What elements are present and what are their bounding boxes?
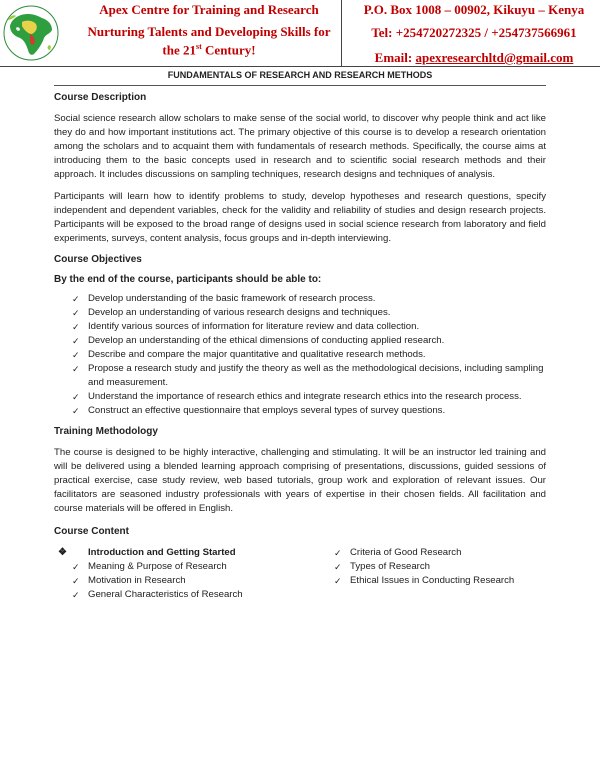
course-content-columns [54, 546, 546, 602]
postal-address: P.O. Box 1008 – 00902, Kikuyu – Kenya [363, 2, 585, 17]
course-description-paragraph-2: Participants will learn how to identify problems to study, develop hypotheses and research questions, specify independent and dependent variables, check for the validity and reliability of studies and design research projects. Participants will be exposed to the broad range of designs used in social science research from laboratory and field experiments, surveys, content analysis, focus groups and in-depth interviewing. [54, 191, 546, 244]
list-item-text: Ethical Issues in Conducting Research [350, 575, 515, 586]
telephone: Tel: +254720272325 / +254737566961 [371, 25, 577, 40]
list-item-text: General Characteristics of Research [88, 589, 243, 600]
header-divider [341, 0, 342, 66]
africa-map-logo-icon [2, 4, 60, 62]
header-rule [0, 66, 600, 67]
check-icon: ✓ [72, 336, 80, 346]
check-icon: ✓ [72, 392, 80, 402]
check-icon: ✓ [72, 350, 80, 360]
list-item-text: Develop understanding of the basic framework of research process. [88, 293, 376, 304]
course-description-heading: Course Description [54, 92, 147, 103]
list-item [72, 362, 546, 390]
document-body [54, 90, 546, 602]
list-item [72, 588, 334, 602]
document-title: FUNDAMENTALS OF RESEARCH AND RESEARCH METHODS [167, 70, 433, 80]
check-icon: ✓ [72, 364, 80, 374]
course-description-paragraph-1: Social science research allow scholars to make sense of the social world, to discover why people think and act like they do and how important institutions act. The primary objective of this course is to develop a research orientation among the scholars and to acquaint them with fundamentals of research methods. Specifically, the course aims at introducing them to the basic concepts used in research and to scientific social research methods and their approach. It includes discussions on sampling techniques, research designs and techniques of analysis. [54, 113, 546, 180]
training-methodology-heading: Training Methodology [54, 426, 158, 437]
course-objectives-heading: Course Objectives [54, 254, 142, 265]
list-item [334, 560, 546, 574]
list-item-text: Identify various sources of information for literature review and data collection. [88, 321, 420, 332]
list-item [334, 546, 546, 560]
module-title: ❖ Introduction and Getting Started [58, 547, 236, 558]
organization-name: Apex Centre for Training and Research [99, 2, 319, 17]
list-item-text: Describe and compare the major quantitative and qualitative research methods. [88, 349, 426, 360]
content-list-2 [334, 546, 546, 588]
list-item [72, 320, 546, 334]
check-icon: ✓ [72, 322, 80, 332]
contact-block [350, 2, 598, 66]
list-item [72, 560, 334, 574]
list-item [72, 306, 546, 320]
list-item-text: Motivation in Research [88, 575, 186, 586]
list-item [72, 574, 334, 588]
list-item-text: Types of Research [350, 561, 430, 572]
list-item-text: Understand the importance of research ethics and integrate research ethics into the research process. [88, 391, 522, 402]
check-icon: ✓ [72, 308, 80, 318]
list-item-text: Develop an understanding of various research designs and techniques. [88, 307, 391, 318]
email: Email: apexresearchltd@gmail.com [374, 50, 574, 65]
objectives-intro: By the end of the course, participants should be able to: [54, 274, 322, 285]
list-item [72, 404, 546, 418]
list-item [72, 292, 546, 306]
objectives-list [54, 292, 546, 418]
list-item [72, 334, 546, 348]
list-item-text: Meaning & Purpose of Research [88, 561, 227, 572]
list-item-text: Criteria of Good Research [350, 547, 462, 558]
letterhead [0, 0, 600, 66]
check-icon: ✓ [72, 562, 80, 572]
title-rule [54, 85, 546, 86]
check-icon: ✓ [72, 406, 80, 416]
content-column-2 [334, 546, 546, 588]
list-item-text: Propose a research study and justify the theory as well as the methodological decisions, including sampling and measurement. [88, 363, 544, 388]
check-icon: ✓ [334, 562, 342, 572]
course-content-heading: Course Content [54, 526, 129, 537]
organization-block [82, 2, 336, 57]
check-icon: ✓ [72, 590, 80, 600]
list-item [334, 574, 546, 588]
list-item [72, 390, 546, 404]
content-column-1 [54, 546, 334, 602]
slogan: Nurturing Talents and Developing Skills for the 21st Century! [87, 24, 331, 58]
training-methodology-paragraph: The course is designed to be highly interactive, challenging and stimulating. It will be an instructor led training and will be delivered using a blended learning approach comprising of presentations, discussions, guided sessions of practical exercise, case study review, web based tutorials, group work and exploration of relevant issues. Our facilitators are seasoned industry professionals with years of expertise in their chosen fields. All facilitation and course materials will be offered in English. [54, 447, 546, 514]
list-item-text: Develop an understanding of the ethical dimensions of conducting applied research. [88, 335, 445, 346]
check-icon: ✓ [72, 576, 80, 586]
check-icon: ✓ [334, 576, 342, 586]
check-icon: ✓ [72, 294, 80, 304]
list-item [72, 348, 546, 362]
diamond-bullet-icon: ❖ [58, 547, 67, 558]
content-list-1 [54, 560, 334, 602]
list-item-text: Construct an effective questionnaire that employs several types of survey questions. [88, 405, 446, 416]
check-icon: ✓ [334, 548, 342, 558]
email-link[interactable]: apexresearchltd@gmail.com [415, 50, 574, 65]
